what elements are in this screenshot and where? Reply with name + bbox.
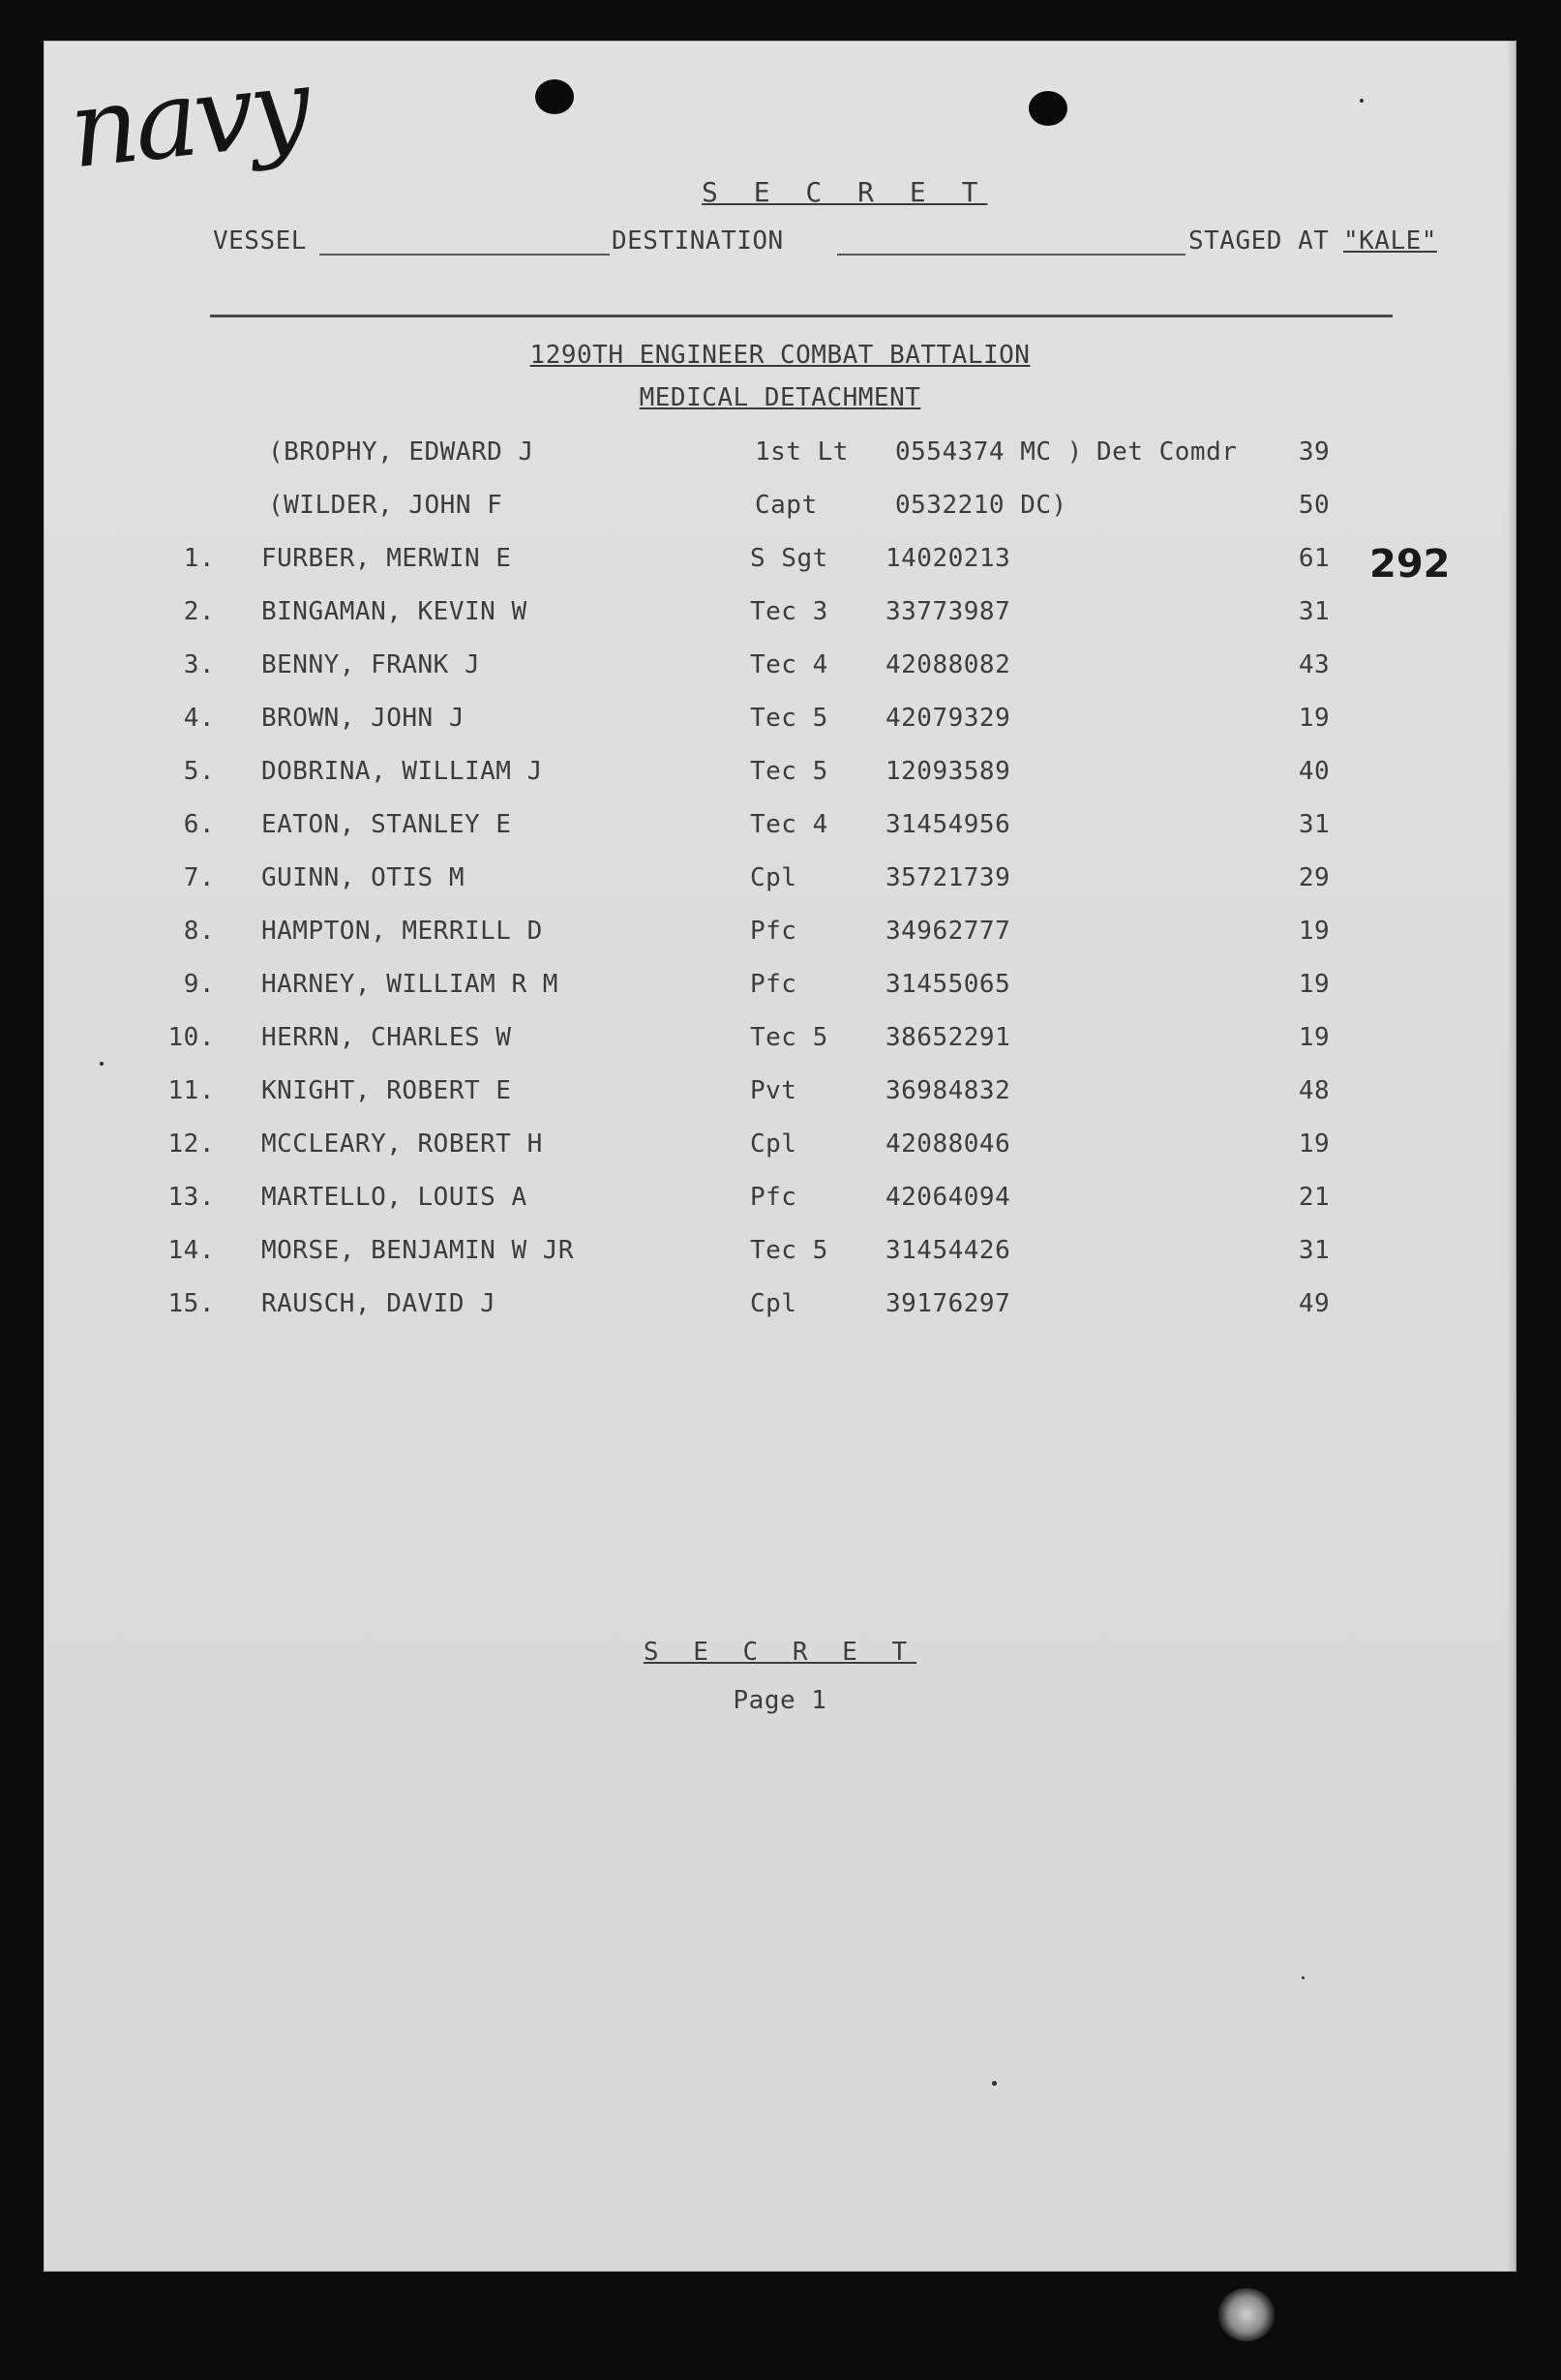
roster-serial: 42088082 bbox=[886, 650, 1011, 679]
officer-age: 39 bbox=[1298, 437, 1331, 467]
roster-row bbox=[44, 650, 1516, 693]
page-number: Page 1 bbox=[733, 1686, 827, 1715]
roster-grade: Tec 5 bbox=[750, 1023, 828, 1052]
roster-name: KNIGHT, ROBERT E bbox=[261, 1076, 512, 1105]
officer-serial: 0554374 MC ) bbox=[895, 437, 1083, 467]
roster-age: 21 bbox=[1298, 1183, 1331, 1212]
roster-age: 43 bbox=[1298, 650, 1331, 679]
roster-number: 14. bbox=[167, 1236, 215, 1265]
roster-serial: 38652291 bbox=[886, 1023, 1011, 1052]
roster-name: RAUSCH, DAVID J bbox=[261, 1289, 496, 1318]
roster-age: 19 bbox=[1298, 970, 1331, 999]
roster-serial: 31454956 bbox=[886, 810, 1011, 839]
roster-number: 12. bbox=[167, 1130, 215, 1159]
roster-serial: 12093589 bbox=[886, 757, 1011, 786]
roster-row bbox=[44, 544, 1516, 587]
roster-age: 40 bbox=[1298, 757, 1331, 786]
roster-age: 48 bbox=[1298, 1076, 1331, 1105]
roster-row bbox=[44, 917, 1516, 959]
roster-serial: 31455065 bbox=[886, 970, 1011, 999]
scan-smudge bbox=[1217, 2288, 1276, 2341]
roster-row bbox=[44, 1023, 1516, 1066]
officer-row bbox=[44, 437, 1516, 480]
divider-rule bbox=[210, 315, 1393, 317]
roster-age: 31 bbox=[1298, 1236, 1331, 1265]
officer-row bbox=[44, 491, 1516, 533]
roster-grade: Cpl bbox=[750, 1289, 797, 1318]
roster-name: BROWN, JOHN J bbox=[261, 704, 465, 733]
roster-row bbox=[44, 1183, 1516, 1225]
roster-name: DOBRINA, WILLIAM J bbox=[261, 757, 543, 786]
roster-grade: Tec 5 bbox=[750, 704, 828, 733]
roster-row bbox=[44, 597, 1516, 640]
officer-grade: Capt bbox=[755, 491, 818, 520]
roster-number: 7. bbox=[183, 863, 215, 892]
roster-number: 1. bbox=[183, 544, 215, 573]
vessel-label: VESSEL bbox=[213, 226, 307, 256]
stamped-page-number: 292 bbox=[1369, 542, 1451, 587]
vessel-blank-line bbox=[319, 254, 610, 256]
roster-name: MCCLEARY, ROBERT H bbox=[261, 1130, 543, 1159]
roster-age: 19 bbox=[1298, 704, 1331, 733]
roster-row bbox=[44, 757, 1516, 799]
roster-serial: 42088046 bbox=[886, 1130, 1011, 1159]
roster-grade: Tec 5 bbox=[750, 1236, 828, 1265]
roster-row bbox=[44, 704, 1516, 746]
officer-name: (WILDER, JOHN F bbox=[268, 491, 503, 520]
unit-subtitle: MEDICAL DETACHMENT bbox=[639, 383, 921, 412]
roster-number: 3. bbox=[183, 650, 215, 679]
roster-serial: 31454426 bbox=[886, 1236, 1011, 1265]
roster-age: 29 bbox=[1298, 863, 1331, 892]
handwritten-annotation: navy bbox=[64, 44, 313, 193]
roster-grade: Tec 3 bbox=[750, 597, 828, 626]
officer-grade: 1st Lt bbox=[755, 437, 849, 467]
roster-row bbox=[44, 810, 1516, 853]
unit-title: 1290TH ENGINEER COMBAT BATTALION bbox=[529, 341, 1031, 370]
roster-name: GUINN, OTIS M bbox=[261, 863, 465, 892]
destination-label: DESTINATION bbox=[612, 226, 784, 256]
roster-serial: 36984832 bbox=[886, 1076, 1011, 1105]
roster-row bbox=[44, 1289, 1516, 1332]
paper-speck bbox=[1360, 99, 1364, 103]
security-classification-bottom: S E C R E T bbox=[643, 1638, 917, 1667]
roster-name: EATON, STANLEY E bbox=[261, 810, 512, 839]
roster-row bbox=[44, 970, 1516, 1012]
roster-age: 61 bbox=[1298, 544, 1331, 573]
roster-row bbox=[44, 1236, 1516, 1279]
roster-grade: Pfc bbox=[750, 970, 797, 999]
officer-note: Det Comdr bbox=[1096, 437, 1238, 467]
roster-name: BINGAMAN, KEVIN W bbox=[261, 597, 527, 626]
roster-age: 31 bbox=[1298, 810, 1331, 839]
shipment-header bbox=[213, 226, 1461, 265]
roster-serial: 39176297 bbox=[886, 1289, 1011, 1318]
roster-grade: S Sgt bbox=[750, 544, 828, 573]
roster-grade: Cpl bbox=[750, 1130, 797, 1159]
roster-number: 15. bbox=[167, 1289, 215, 1318]
roster-grade: Pfc bbox=[750, 917, 797, 946]
roster-serial: 33773987 bbox=[886, 597, 1011, 626]
roster-row bbox=[44, 1130, 1516, 1172]
roster-row bbox=[44, 1076, 1516, 1119]
roster-grade: Tec 4 bbox=[750, 810, 828, 839]
roster-row bbox=[44, 863, 1516, 906]
paper-sheet bbox=[44, 41, 1516, 2272]
roster-grade: Tec 5 bbox=[750, 757, 828, 786]
roster-age: 19 bbox=[1298, 1023, 1331, 1052]
paper-speck bbox=[992, 2081, 997, 2086]
roster-serial: 35721739 bbox=[886, 863, 1011, 892]
officer-serial: 0532210 DC) bbox=[895, 491, 1067, 520]
roster-number: 6. bbox=[183, 810, 215, 839]
staged-value: "KALE" bbox=[1343, 226, 1437, 256]
roster-number: 13. bbox=[167, 1183, 215, 1212]
punch-hole bbox=[535, 79, 574, 114]
roster-name: HAMPTON, MERRILL D bbox=[261, 917, 543, 946]
roster-number: 9. bbox=[183, 970, 215, 999]
roster-name: BENNY, FRANK J bbox=[261, 650, 481, 679]
officer-age: 50 bbox=[1298, 491, 1331, 520]
security-classification-top: S E C R E T bbox=[702, 176, 988, 208]
roster-number: 10. bbox=[167, 1023, 215, 1052]
paper-speck bbox=[100, 1062, 104, 1066]
punch-hole bbox=[1029, 91, 1067, 126]
roster-name: MORSE, BENJAMIN W JR bbox=[261, 1236, 575, 1265]
roster-grade: Cpl bbox=[750, 863, 797, 892]
roster-grade: Pfc bbox=[750, 1183, 797, 1212]
roster-age: 19 bbox=[1298, 1130, 1331, 1159]
officer-name: (BROPHY, EDWARD J bbox=[268, 437, 534, 467]
roster-number: 5. bbox=[183, 757, 215, 786]
staged-label: STAGED AT bbox=[1188, 226, 1330, 256]
roster-number: 8. bbox=[183, 917, 215, 946]
paper-speck bbox=[1302, 1976, 1305, 1979]
roster-age: 31 bbox=[1298, 597, 1331, 626]
roster-number: 4. bbox=[183, 704, 215, 733]
roster-serial: 14020213 bbox=[886, 544, 1011, 573]
roster-grade: Tec 4 bbox=[750, 650, 828, 679]
roster-number: 11. bbox=[167, 1076, 215, 1105]
roster-serial: 42064094 bbox=[886, 1183, 1011, 1212]
roster-name: MARTELLO, LOUIS A bbox=[261, 1183, 527, 1212]
roster-name: HERRN, CHARLES W bbox=[261, 1023, 512, 1052]
roster-name: HARNEY, WILLIAM R M bbox=[261, 970, 558, 999]
roster-number: 2. bbox=[183, 597, 215, 626]
roster-serial: 42079329 bbox=[886, 704, 1011, 733]
roster-age: 19 bbox=[1298, 917, 1331, 946]
roster-serial: 34962777 bbox=[886, 917, 1011, 946]
destination-blank-line bbox=[837, 254, 1186, 256]
roster-grade: Pvt bbox=[750, 1076, 797, 1105]
roster-age: 49 bbox=[1298, 1289, 1331, 1318]
roster-name: FURBER, MERWIN E bbox=[261, 544, 512, 573]
